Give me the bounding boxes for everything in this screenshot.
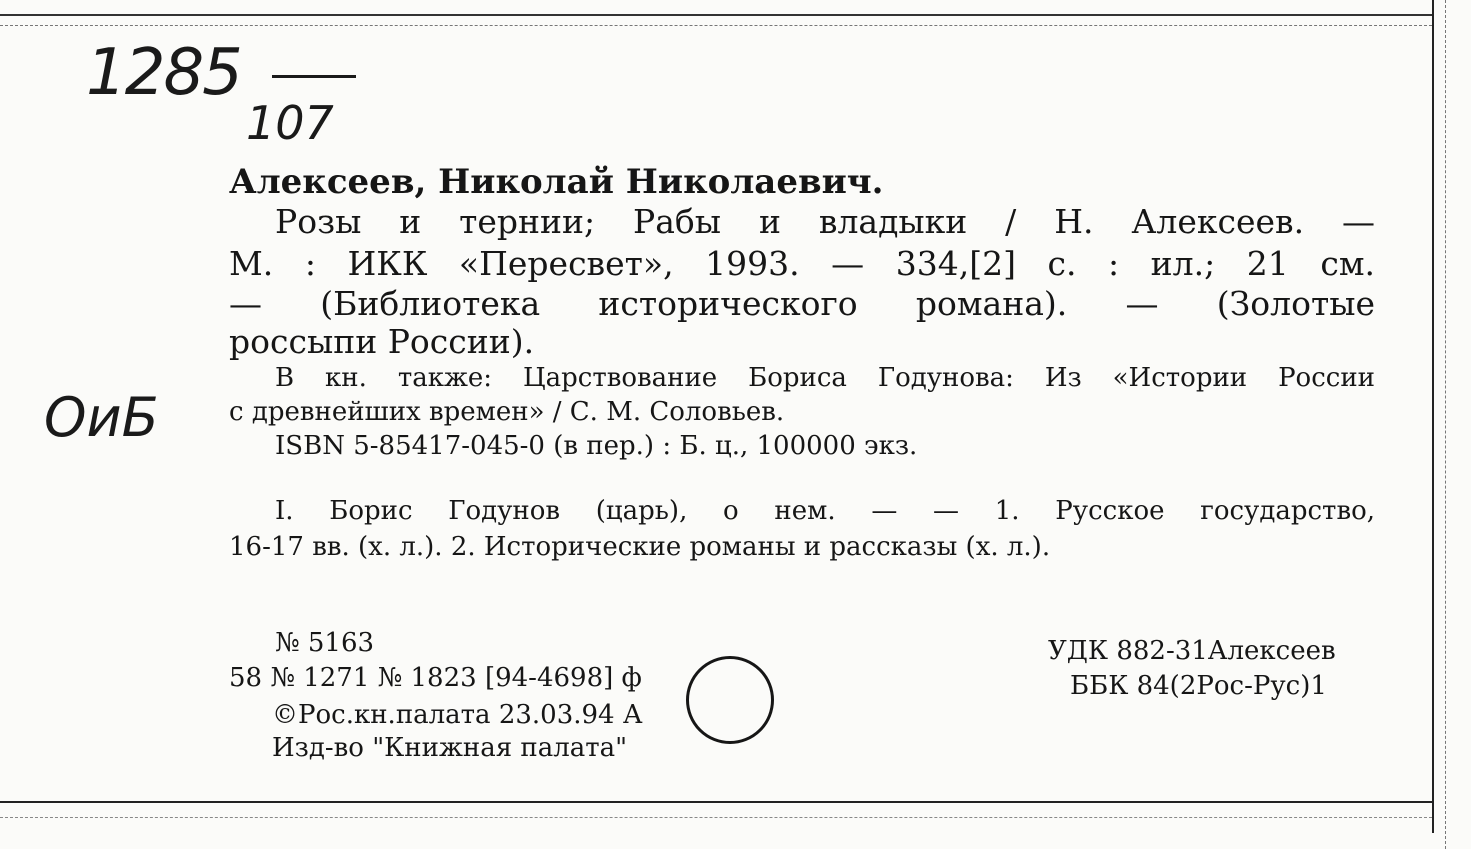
record-number: № 5163 xyxy=(275,628,375,658)
author-heading: Алексеев, Николай Николаевич. xyxy=(229,162,884,202)
handwritten-shelf-number: 107 xyxy=(246,96,334,150)
card-border-right-dashed xyxy=(1445,0,1446,849)
contents-note-1: В кн. также: Царствование Бориса Годунова: Из «Истории России xyxy=(275,363,1375,393)
subject-line-2: 16-17 вв. (х. л.). 2. Исторические романы и рассказы (х. л.). xyxy=(229,532,1051,562)
handwritten-shelf-mark: 1285 xyxy=(86,36,241,110)
card-border-bottom-dashed xyxy=(0,817,1432,818)
bbk-code: ББК 84(2Рос-Рус)1 xyxy=(1070,671,1327,701)
isbn-line: ISBN 5-85417-045-0 (в пер.) : Б. ц., 100000 экз. xyxy=(275,431,918,461)
subject-line-1: I. Борис Годунов (царь), о нем. — — 1. Русское государство, xyxy=(275,496,1375,526)
copyright-line: ©Рос.кн.палата 23.03.94 А xyxy=(272,700,643,730)
registry-numbers: 58 № 1271 № 1823 [94-4698] ф xyxy=(229,663,642,693)
series-line-end: россыпи России). xyxy=(229,322,535,361)
udk-code: УДК 882-31Алексеев xyxy=(1048,636,1336,666)
publisher-line: Изд-во "Книжная палата" xyxy=(272,733,628,763)
imprint-line: М. : ИКК «Пересвет», 1993. — 334,[2] с. : ил.; 21 см. xyxy=(229,244,1375,283)
handwritten-fraction-line xyxy=(272,75,356,78)
handwritten-margin-note: ОиБ xyxy=(44,386,159,449)
card-border-right xyxy=(1432,0,1434,833)
card-border-top-dashed xyxy=(0,25,1432,26)
contents-note-2: с древнейших времен» / С. М. Соловьев. xyxy=(229,397,785,427)
card-border-top xyxy=(0,14,1432,16)
title-line-1: Розы и тернии; Рабы и владыки / Н. Алексеев. — xyxy=(275,202,1375,241)
hole-punch-circle xyxy=(686,656,774,744)
card-border-bottom xyxy=(0,801,1432,803)
series-line: — (Библиотека исторического романа). — (Золотые xyxy=(229,284,1375,323)
